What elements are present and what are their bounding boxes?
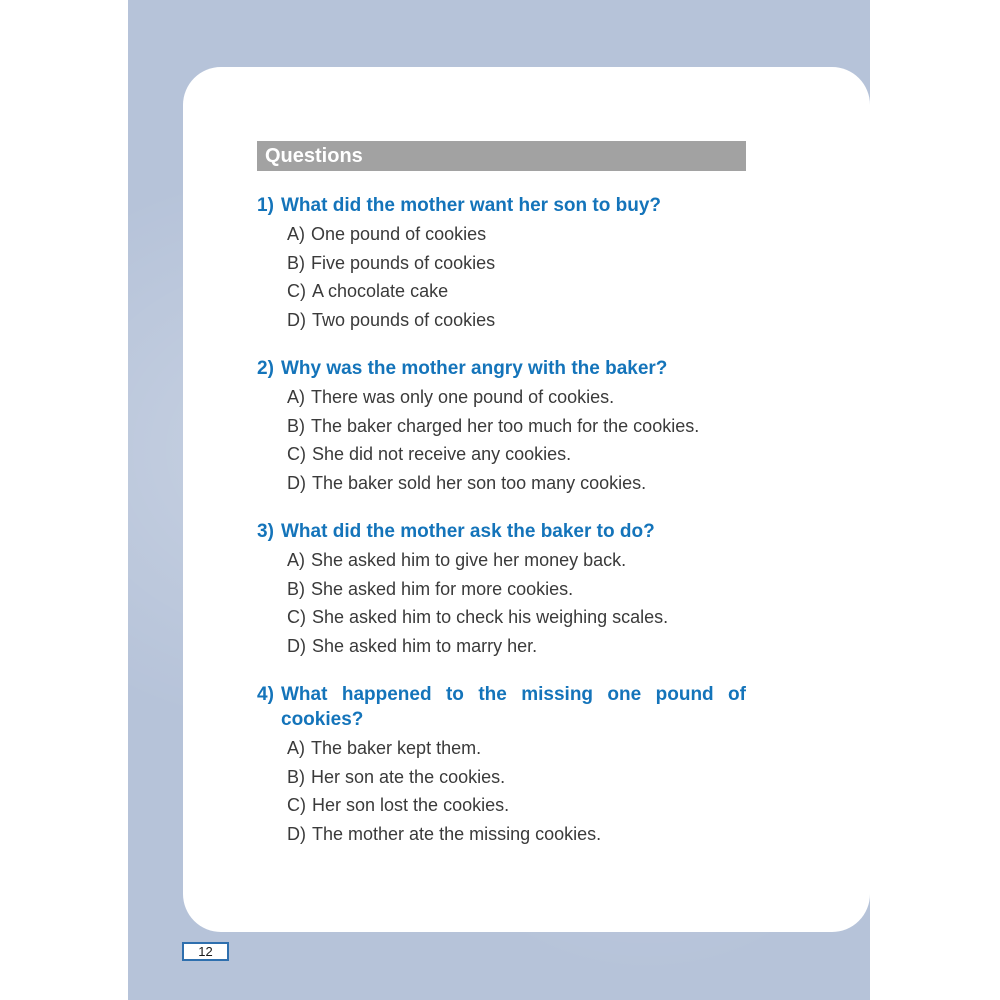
question-number: 1) xyxy=(257,195,274,216)
paper-panel xyxy=(128,0,870,1000)
option-text: Her son lost the cookies. xyxy=(312,795,510,815)
option-letter: B) xyxy=(287,766,305,787)
option-text: She asked him to give her money back. xyxy=(311,550,627,570)
question-number: 3) xyxy=(257,521,274,542)
option-letter: D) xyxy=(287,635,306,656)
option-row xyxy=(257,469,746,498)
option-row xyxy=(257,632,746,661)
option-letter: B) xyxy=(287,578,305,599)
option-letter: D) xyxy=(287,823,306,844)
question-heading xyxy=(257,519,746,544)
question-number: 4) xyxy=(257,684,274,705)
option-row xyxy=(257,791,746,820)
question-block-2 xyxy=(257,356,746,497)
option-letter: D) xyxy=(287,472,306,493)
question-block-4 xyxy=(257,682,746,848)
option-text: Two pounds of cookies xyxy=(312,309,496,330)
option-row xyxy=(257,383,746,412)
option-text: She did not receive any cookies. xyxy=(312,444,572,464)
question-number: 2) xyxy=(257,358,274,379)
option-row xyxy=(257,763,746,792)
option-text: She asked him to check his weighing scales. xyxy=(312,607,669,627)
option-text: She asked him to marry her. xyxy=(312,635,538,656)
option-letter: C) xyxy=(287,607,306,627)
question-heading xyxy=(257,682,746,732)
option-letter: B) xyxy=(287,415,305,436)
option-letter: A) xyxy=(287,224,305,244)
option-row xyxy=(257,249,746,278)
option-row xyxy=(257,306,746,335)
option-text: Her son ate the cookies. xyxy=(311,766,506,787)
option-letter: C) xyxy=(287,795,306,815)
option-letter: A) xyxy=(287,738,305,758)
worksheet-content xyxy=(257,141,746,848)
question-heading xyxy=(257,356,746,381)
questions-header-bar xyxy=(257,141,746,171)
option-row xyxy=(257,277,746,306)
option-text: A chocolate cake xyxy=(312,281,449,301)
option-text: The baker sold her son too many cookies. xyxy=(312,472,647,493)
option-text: One pound of cookies xyxy=(311,224,487,244)
option-text: She asked him for more cookies. xyxy=(311,578,574,599)
option-text: The baker kept them. xyxy=(311,738,482,758)
worksheet-card xyxy=(183,67,870,932)
option-row xyxy=(257,440,746,469)
questions-header-label: Questions xyxy=(265,145,363,167)
option-letter: C) xyxy=(287,281,306,301)
option-row xyxy=(257,220,746,249)
option-letter: C) xyxy=(287,444,306,464)
question-block-1 xyxy=(257,193,746,334)
question-text: What did the mother ask the baker to do? xyxy=(281,521,655,542)
question-block-3 xyxy=(257,519,746,660)
option-row xyxy=(257,575,746,604)
option-row xyxy=(257,603,746,632)
option-row xyxy=(257,820,746,849)
question-text: What happened to the missing one pound of cookies? xyxy=(281,684,746,730)
option-text: The baker charged her too much for the cookies. xyxy=(311,415,700,436)
option-row xyxy=(257,412,746,441)
option-letter: A) xyxy=(287,387,305,407)
question-heading xyxy=(257,193,746,218)
option-row xyxy=(257,546,746,575)
option-letter: D) xyxy=(287,309,306,330)
page-number: 12 xyxy=(198,944,213,959)
option-text: There was only one pound of cookies. xyxy=(311,387,615,407)
page-number-box xyxy=(182,942,229,961)
option-letter: B) xyxy=(287,252,305,273)
option-row xyxy=(257,734,746,763)
option-letter: A) xyxy=(287,550,305,570)
question-text: What did the mother want her son to buy? xyxy=(281,195,661,216)
option-text: The mother ate the missing cookies. xyxy=(312,823,602,844)
question-text: Why was the mother angry with the baker? xyxy=(281,358,668,379)
option-text: Five pounds of cookies xyxy=(311,252,496,273)
